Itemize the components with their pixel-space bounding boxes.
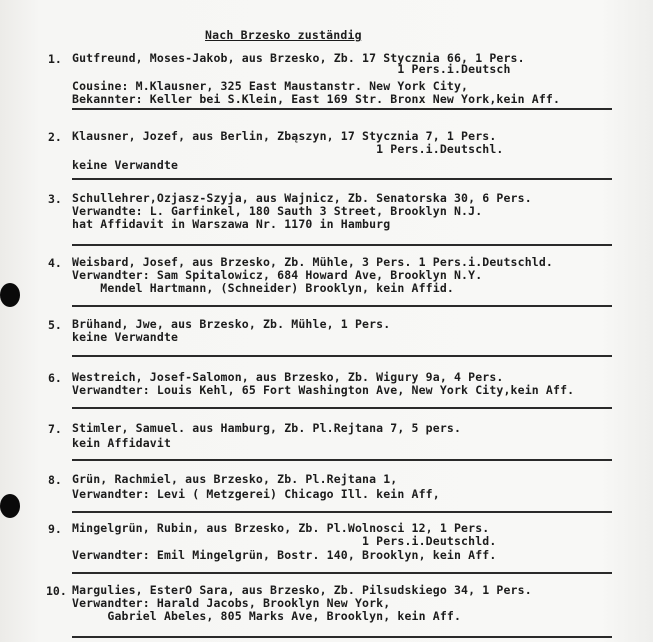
entry-line: kein Affidavit — [72, 436, 172, 450]
divider — [72, 407, 612, 409]
entry-line: Verwandter: Harald Jacobs, Brooklyn New York, — [72, 596, 391, 610]
entry-number: 8. — [48, 473, 62, 487]
divider — [72, 511, 612, 513]
entry-line: Verwandter: Louis Kehl, 65 Fort Washington Ave, New York City,kein Aff. — [72, 383, 575, 397]
entry-number: 2. — [48, 130, 62, 144]
entry-line: Klausner, Jozef, aus Berlin, Zbąszyn, 17 Stycznia 7, 1 Pers. — [72, 129, 497, 143]
entry-line: Gabriel Abeles, 805 Marks Ave, Brooklyn, kein Aff. — [72, 609, 462, 623]
entry-line: Bekannter: Keller bei S.Klein, East 169 Str. Bronx New York,kein Aff. — [72, 92, 561, 106]
entry-line: Westreich, Josef-Salomon, aus Brzesko, Zb. Wigury 9a, 4 Pers. — [72, 370, 504, 384]
entry-number: 6. — [48, 371, 62, 385]
entry-line: Gutfreund, Moses-Jakob, aus Brzesko, Zb. 17 Stycznia 66, 1 Pers. — [72, 51, 525, 65]
divider — [72, 459, 612, 461]
entry-number: 7. — [48, 422, 62, 436]
divider — [72, 108, 612, 110]
entry-line: Verwandter: Sam Spitalowicz, 684 Howard Ave, Brooklyn N.Y. — [72, 268, 483, 282]
divider — [72, 572, 612, 574]
divider — [72, 355, 612, 357]
entry-line: Stimler, Samuel. aus Hamburg, Zb. Pl.Rejtana 7, 5 pers. — [72, 421, 462, 435]
entry-line: Cousine: M.Klausner, 325 East Maustanstr. New York City, — [72, 79, 469, 93]
punch-hole — [0, 283, 20, 307]
entry-line: hat Affidavit in Warszawa Nr. 1170 in Hamburg — [72, 217, 391, 231]
entry-number: 9. — [48, 522, 62, 536]
entry-line: Weisbard, Josef, aus Brzesko, Zb. Mühle, 3 Pers. 1 Pers.i.Deutschld. — [72, 255, 554, 269]
page-title: Nach Brzesko zuständig — [205, 28, 362, 42]
entry-line: Schullehrer,Ozjasz-Szyja, aus Wajnicz, Zb. Senatorska 30, 6 Pers. — [72, 191, 532, 205]
entry-line: Brühand, Jwe, aus Brzesko, Zb. Mühle, 1 Pers. — [72, 317, 391, 331]
divider — [72, 244, 612, 246]
entry-number: 4. — [48, 256, 62, 270]
entry-number: 10. — [46, 584, 67, 598]
entry-number: 5. — [48, 318, 62, 332]
entry-number: 1. — [48, 52, 62, 66]
entry-line: Margulies, EsterO Sara, aus Brzesko, Zb. Pilsudskiego 34, 1 Pers. — [72, 583, 532, 597]
entry-line: Mendel Hartmann, (Schneider) Brooklyn, kein Affid. — [72, 281, 454, 295]
entry-number: 3. — [48, 192, 62, 206]
entry-line: 1 Pers.i.Deutschld. — [72, 534, 497, 548]
entry-line: keine Verwandte — [72, 158, 179, 172]
entry-line: Verwandter: Levi ( Metzgerei) Chicago Ill. kein Aff, — [72, 487, 440, 501]
entry-line: 1 Pers.i.Deutschl. — [72, 142, 504, 156]
punch-hole — [0, 494, 20, 518]
entry-line: Verwandte: L. Garfinkel, 180 Sauth 3 Street, Brooklyn N.J. — [72, 204, 483, 218]
divider — [72, 305, 612, 307]
entry-line: Verwandter: Emil Mingelgrün, Bostr. 140, Brooklyn, kein Aff. — [72, 548, 497, 562]
divider — [72, 636, 612, 638]
entry-line: keine Verwandte — [72, 330, 179, 344]
entry-line: 1 Pers.i.Deutsch — [72, 62, 511, 76]
entry-line: Mingelgrün, Rubin, aus Brzesko, Zb. Pl.Wolnosci 12, 1 Pers. — [72, 521, 490, 535]
divider — [72, 178, 612, 180]
entry-line: Grün, Rachmiel, aus Brzesko, Zb. Pl.Rejtana 1, — [72, 472, 398, 486]
